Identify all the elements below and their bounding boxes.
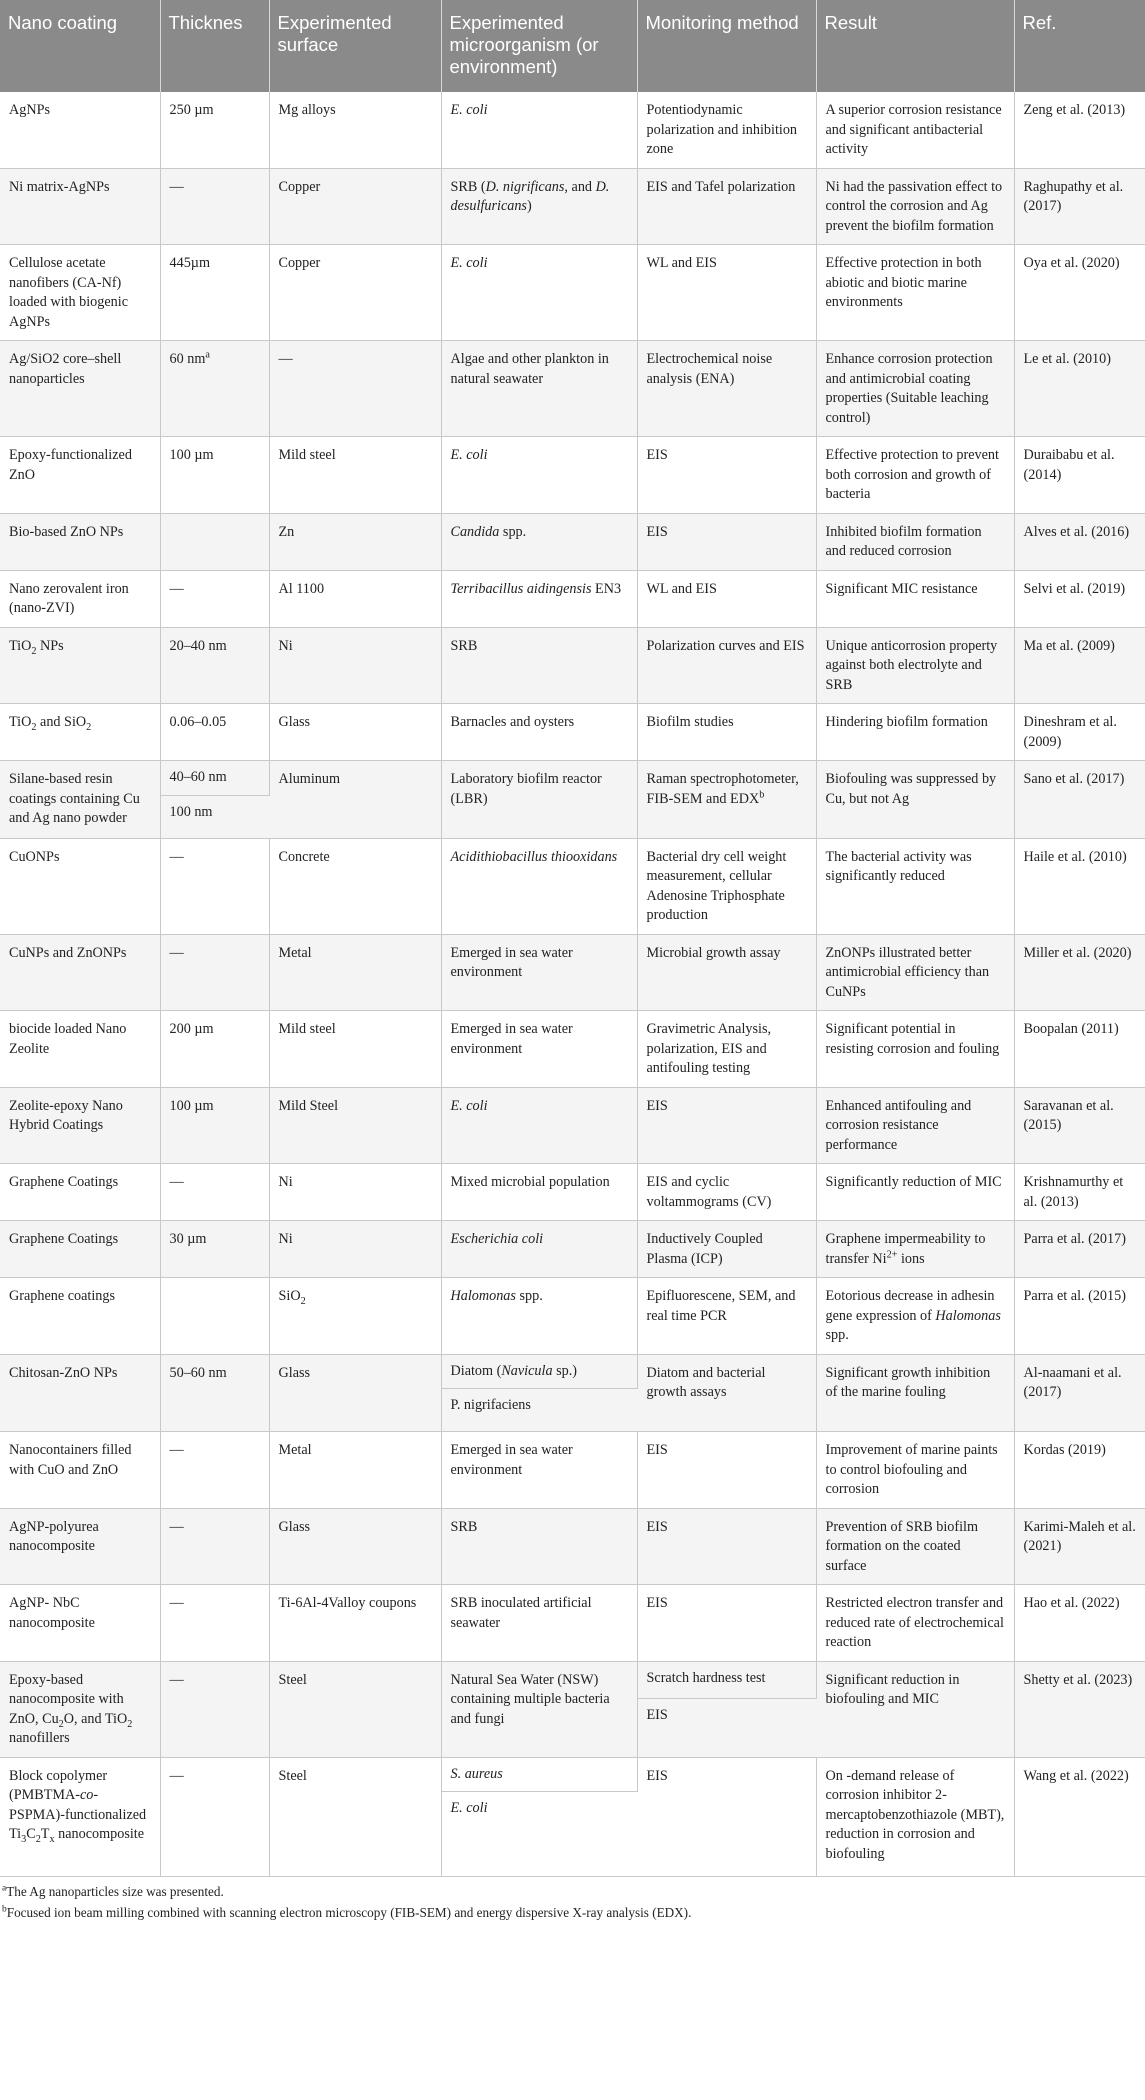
cell-thickness: 100 µm (160, 1087, 269, 1164)
cell-ref: Alves et al. (2016) (1014, 513, 1145, 570)
cell-monitoring: Biofilm studies (637, 704, 816, 761)
table-row (0, 761, 1145, 796)
species-name: Escherichia coli (450, 1231, 544, 1247)
cell-surface: Metal (269, 934, 441, 1011)
cell-microorganism: Emerged in sea water environment (441, 1011, 637, 1088)
text-part: EN3 (591, 580, 622, 597)
cell-ref: Krishnamurthy et al. (2013) (1014, 1164, 1145, 1221)
cell-surface: Glass (269, 1508, 441, 1585)
text-part: nanocomposite (54, 1826, 145, 1842)
cell-monitoring: EIS (637, 1585, 816, 1662)
cell-thickness: — (160, 570, 269, 627)
text-part: T (40, 1826, 50, 1842)
cell-surface: Glass (269, 704, 441, 761)
table-row (0, 437, 1145, 514)
species-name: Candida (450, 523, 500, 540)
cell-surface: Ni (269, 627, 441, 704)
cell-thickness (160, 341, 269, 437)
cell-result: Significant potential in resisting corrosion and fouling (816, 1011, 1014, 1088)
cell-result: Enhance corrosion protection and antimicrobial coating properties (Suitable leaching control) (816, 341, 1014, 437)
cell-monitoring: WL and EIS (637, 570, 816, 627)
footnote-b (2, 1904, 1145, 1922)
cell-surface: Zn (269, 513, 441, 570)
table-row (0, 1164, 1145, 1221)
cell-monitoring: EIS and Tafel polarization (637, 168, 816, 245)
cell-microorganism (441, 838, 637, 934)
italic-text: co (79, 1787, 94, 1803)
table-row (0, 704, 1145, 761)
cell-microorganism (441, 570, 637, 627)
table-row (0, 1354, 1145, 1389)
cell-coating: biocide loaded Nano Zeolite (0, 1011, 160, 1088)
cell-surface: — (269, 341, 441, 437)
cell-thickness: — (160, 1585, 269, 1662)
species-name: Acidithiobacillus thiooxidans (450, 848, 618, 865)
cell-thickness: 250 µm (160, 92, 269, 168)
cell-coating (0, 627, 160, 704)
cell-result: Enhanced antifouling and corrosion resistance performance (816, 1087, 1014, 1164)
cell-result: Hindering biofilm formation (816, 704, 1014, 761)
header-thickness: Thicknes (160, 0, 269, 92)
text-part: Graphene impermeability to transfer Ni (825, 1231, 986, 1267)
subscript: 2 (58, 1718, 64, 1730)
cell-microorganism (441, 513, 637, 570)
cell-monitoring: EIS (637, 1087, 816, 1164)
cell-monitoring: Epifluorescene, SEM, and real time PCR (637, 1278, 816, 1355)
cell-surface: Mild steel (269, 1011, 441, 1088)
cell-thickness: 40–60 nm (160, 761, 269, 796)
footnote-mark: a (2, 1883, 7, 1894)
cell-surface: Copper (269, 168, 441, 245)
table-row (0, 92, 1145, 168)
cell-coating: Epoxy-functionalized ZnO (0, 437, 160, 514)
species-name: D. desulfuricans (450, 178, 610, 214)
subscript: 2 (300, 1295, 306, 1307)
cell-ref: Wang et al. (2022) (1014, 1757, 1145, 1877)
text-part: , and (564, 178, 596, 195)
header-ref: Ref. (1014, 0, 1145, 92)
cell-monitoring (637, 761, 816, 839)
footnote-mark: b (2, 1904, 7, 1915)
table-row (0, 1757, 1145, 1792)
header-result: Result (816, 0, 1014, 92)
table-row (0, 341, 1145, 437)
cell-monitoring: WL and EIS (637, 245, 816, 341)
text-part: TiO (9, 637, 32, 654)
text-part: Raman spectrophotometer, FIB-SEM and EDX (646, 771, 799, 807)
cell-microorganism (441, 168, 637, 245)
cell-ref: Miller et al. (2020) (1014, 934, 1145, 1011)
cell-microorganism: SRB (441, 627, 637, 704)
cell-thickness: — (160, 168, 269, 245)
species-name: E. coli (450, 102, 488, 118)
cell-result: ZnONPs illustrated better antimicrobial efficiency than CuNPs (816, 934, 1014, 1011)
cell-ref: Sano et al. (2017) (1014, 761, 1145, 839)
text-part: NPs (36, 637, 64, 654)
cell-coating: Ni matrix-AgNPs (0, 168, 160, 245)
cell-thickness: — (160, 1508, 269, 1585)
text-part: nanofillers (9, 1730, 70, 1746)
text-part: O, and TiO (63, 1710, 128, 1727)
table-row (0, 245, 1145, 341)
table-row (0, 168, 1145, 245)
cell-thickness: — (160, 1164, 269, 1221)
text-part: sp.) (552, 1362, 577, 1379)
cell-ref: Zeng et al. (2013) (1014, 92, 1145, 168)
text-part: TiO (9, 714, 32, 730)
cell-result: Ni had the passivation effect to control the corrosion and Ag prevent the biofilm formation (816, 168, 1014, 245)
cell-surface: Ti-6Al-4Valloy coupons (269, 1585, 441, 1662)
table-header-row (0, 0, 1145, 92)
cell-ref: Parra et al. (2015) (1014, 1278, 1145, 1355)
cell-result: Improvement of marine paints to control biofouling and corrosion (816, 1432, 1014, 1509)
text-part: spp. (825, 1327, 849, 1343)
table-row (0, 570, 1145, 627)
cell-result: Significant growth inhibition of the marine fouling (816, 1354, 1014, 1432)
text-part: Block copolymer (PMBTMA- (9, 1767, 108, 1803)
table-row (0, 627, 1145, 704)
subscript: 2 (86, 721, 92, 733)
cell-microorganism (441, 1792, 637, 1877)
cell-result: Effective protection to prevent both corrosion and growth of bacteria (816, 437, 1014, 514)
cell-result: Biofouling was suppressed by Cu, but not Ag (816, 761, 1014, 839)
text-part: spp. (499, 523, 527, 540)
cell-thickness: 20–40 nm (160, 627, 269, 704)
cell-monitoring: Bacterial dry cell weight measurement, cellular Adenosine Triphosphate production (637, 838, 816, 934)
species-name: Halomonas (935, 1307, 1001, 1324)
subscript: 2 (31, 721, 37, 733)
superscript: 2+ (886, 1248, 898, 1260)
cell-monitoring: Diatom and bacterial growth assays (637, 1354, 816, 1432)
species-name: Terribacillus aidingensis (450, 580, 592, 597)
table-row (0, 838, 1145, 934)
table-footnotes (0, 1877, 1145, 1922)
cell-coating: Bio-based ZnO NPs (0, 513, 160, 570)
cell-result: The bacterial activity was significantly reduced (816, 838, 1014, 934)
cell-thickness (160, 513, 269, 570)
cell-ref: Haile et al. (2010) (1014, 838, 1145, 934)
cell-microorganism: SRB (441, 1508, 637, 1585)
footnote-mark: b (759, 788, 765, 800)
cell-ref: Le et al. (2010) (1014, 341, 1145, 437)
subscript: x (49, 1833, 55, 1845)
footnote-a (2, 1883, 1145, 1901)
cell-result: Significant MIC resistance (816, 570, 1014, 627)
text-part: SRB ( (450, 178, 486, 195)
cell-surface: Mg alloys (269, 92, 441, 168)
cell-ref: Selvi et al. (2019) (1014, 570, 1145, 627)
table-row (0, 934, 1145, 1011)
cell-thickness: — (160, 1661, 269, 1757)
cell-microorganism: P. nigrifaciens (441, 1389, 637, 1432)
cell-ref: Parra et al. (2017) (1014, 1221, 1145, 1278)
subscript: 3 (21, 1833, 27, 1845)
cell-coating: Graphene Coatings (0, 1164, 160, 1221)
subscript: 2 (35, 1833, 41, 1845)
cell-surface: Glass (269, 1354, 441, 1432)
table-row (0, 1011, 1145, 1088)
cell-monitoring: EIS (637, 437, 816, 514)
cell-thickness: 445µm (160, 245, 269, 341)
cell-thickness: — (160, 1432, 269, 1509)
cell-monitoring: Electrochemical noise analysis (ENA) (637, 341, 816, 437)
cell-ref: Shetty et al. (2023) (1014, 1661, 1145, 1757)
cell-thickness: — (160, 1757, 269, 1877)
cell-result: Inhibited biofilm formation and reduced corrosion (816, 513, 1014, 570)
cell-monitoring: Potentiodynamic polarization and inhibition zone (637, 92, 816, 168)
cell-coating: Zeolite-epoxy Nano Hybrid Coatings (0, 1087, 160, 1164)
text-part: spp. (515, 1288, 543, 1304)
cell-ref: Boopalan (2011) (1014, 1011, 1145, 1088)
footnote-mark: a (205, 349, 210, 361)
cell-coating: Nanocontainers filled with CuO and ZnO (0, 1432, 160, 1509)
cell-surface: Mild Steel (269, 1087, 441, 1164)
species-name: E. coli (450, 255, 488, 271)
cell-monitoring: EIS (637, 513, 816, 570)
table-row (0, 1278, 1145, 1355)
cell-monitoring: EIS and cyclic voltammograms (CV) (637, 1164, 816, 1221)
cell-surface: Ni (269, 1164, 441, 1221)
species-name: Halomonas (450, 1288, 516, 1304)
cell-monitoring: EIS (637, 1757, 816, 1877)
cell-microorganism: Barnacles and oysters (441, 704, 637, 761)
cell-ref: Oya et al. (2020) (1014, 245, 1145, 341)
cell-thickness: 30 µm (160, 1221, 269, 1278)
cell-monitoring: EIS (637, 1698, 816, 1757)
cell-microorganism: Laboratory biofilm reactor (LBR) (441, 761, 637, 839)
cell-thickness: 50–60 nm (160, 1354, 269, 1432)
cell-ref: Ma et al. (2009) (1014, 627, 1145, 704)
footnote-text: Focused ion beam milling combined with scanning electron microscopy (FIB-SEM) and energy dispersive X-ray analysis (EDX). (6, 1905, 692, 1920)
header-surface: Experimented surface (269, 0, 441, 92)
cell-monitoring: EIS (637, 1508, 816, 1585)
cell-result: Unique anticorrosion property against both electrolyte and SRB (816, 627, 1014, 704)
text-part: C (26, 1826, 36, 1842)
cell-monitoring: Inductively Coupled Plasma (ICP) (637, 1221, 816, 1278)
cell-thickness: 100 µm (160, 437, 269, 514)
cell-microorganism (441, 245, 637, 341)
cell-thickness (160, 1278, 269, 1355)
cell-ref: Dineshram et al. (2009) (1014, 704, 1145, 761)
cell-coating (0, 1757, 160, 1877)
cell-surface: Ni (269, 1221, 441, 1278)
cell-surface: Concrete (269, 838, 441, 934)
cell-surface (269, 1278, 441, 1355)
cell-surface: Steel (269, 1661, 441, 1757)
cell-result (816, 1278, 1014, 1355)
text-part: and SiO (36, 714, 87, 730)
cell-monitoring: Microbial growth assay (637, 934, 816, 1011)
text-part: Epoxy-based nanocomposite with ZnO, Cu (9, 1671, 124, 1727)
cell-monitoring: Polarization curves and EIS (637, 627, 816, 704)
cell-coating: AgNPs (0, 92, 160, 168)
cell-microorganism: SRB inoculated artificial seawater (441, 1585, 637, 1662)
cell-result: Effective protection in both abiotic and biotic marine environments (816, 245, 1014, 341)
cell-surface: Copper (269, 245, 441, 341)
cell-thickness: — (160, 838, 269, 934)
species-name: E. coli (450, 1800, 488, 1816)
species-name: E. coli (450, 447, 488, 463)
cell-microorganism: Emerged in sea water environment (441, 934, 637, 1011)
cell-coating (0, 1661, 160, 1757)
header-monitoring: Monitoring method (637, 0, 816, 92)
text-part: 60 nm (169, 351, 206, 367)
cell-microorganism (441, 1354, 637, 1389)
cell-coating: Silane-based resin coatings containing Cu and Ag nano powder (0, 761, 160, 839)
cell-thickness: — (160, 934, 269, 1011)
species-name: S. aureus (450, 1765, 503, 1782)
cell-microorganism: Mixed microbial population (441, 1164, 637, 1221)
cell-ref: Duraibabu et al. (2014) (1014, 437, 1145, 514)
cell-microorganism: Natural Sea Water (NSW) containing multiple bacteria and fungi (441, 1661, 637, 1757)
cell-result (816, 1221, 1014, 1278)
cell-surface: Mild steel (269, 437, 441, 514)
cell-ref: Hao et al. (2022) (1014, 1585, 1145, 1662)
cell-coating: Graphene coatings (0, 1278, 160, 1355)
cell-microorganism (441, 1278, 637, 1355)
cell-coating: Nano zerovalent iron (nano-ZVI) (0, 570, 160, 627)
cell-coating: CuNPs and ZnONPs (0, 934, 160, 1011)
cell-microorganism (441, 92, 637, 168)
cell-thickness: 100 nm (160, 795, 269, 838)
cell-monitoring: EIS (637, 1432, 816, 1509)
cell-ref: Saravanan et al. (2015) (1014, 1087, 1145, 1164)
text-part: SiO (278, 1288, 301, 1304)
cell-result: Prevention of SRB biofilm formation on the coated surface (816, 1508, 1014, 1585)
cell-coating: CuONPs (0, 838, 160, 934)
cell-result: Significant reduction in biofouling and MIC (816, 1661, 1014, 1757)
cell-coating: AgNP-polyurea nanocomposite (0, 1508, 160, 1585)
cell-coating: Ag/SiO2 core–shell nanoparticles (0, 341, 160, 437)
cell-surface: Metal (269, 1432, 441, 1509)
cell-result: A superior corrosion resistance and significant antibacterial activity (816, 92, 1014, 168)
table-row (0, 1661, 1145, 1698)
subscript: 2 (127, 1718, 133, 1730)
table-row (0, 1585, 1145, 1662)
cell-monitoring: Gravimetric Analysis, polarization, EIS and antifouling testing (637, 1011, 816, 1088)
footnote-text: The Ag nanoparticles size was presented. (6, 1884, 224, 1899)
cell-coating: Cellulose acetate nanofibers (CA-Nf) loaded with biogenic AgNPs (0, 245, 160, 341)
text-part: ) (526, 198, 532, 214)
table-row (0, 513, 1145, 570)
header-coating: Nano coating (0, 0, 160, 92)
text-part: Diatom ( (450, 1362, 502, 1379)
table-row (0, 1221, 1145, 1278)
text-part: Eotorious decrease in adhesin gene expression of (825, 1288, 995, 1324)
cell-result: Restricted electron transfer and reduced rate of electrochemical reaction (816, 1585, 1014, 1662)
cell-monitoring: Scratch hardness test (637, 1661, 816, 1698)
cell-thickness: 0.06–0.05 (160, 704, 269, 761)
table-row (0, 1087, 1145, 1164)
cell-microorganism (441, 1087, 637, 1164)
text-part: -PSPMA)-functionalized Ti (9, 1787, 147, 1842)
species-name: E. coli (450, 1097, 488, 1114)
subscript: 2 (31, 645, 37, 657)
cell-surface: Aluminum (269, 761, 441, 839)
cell-result: Significantly reduction of MIC (816, 1164, 1014, 1221)
cell-microorganism (441, 1221, 637, 1278)
cell-microorganism: Algae and other plankton in natural seawater (441, 341, 637, 437)
header-microorganism: Experimented microorganism (or environment) (441, 0, 637, 92)
text-part: ions (897, 1250, 925, 1267)
cell-ref: Karimi-Maleh et al. (2021) (1014, 1508, 1145, 1585)
cell-ref: Al-naamani et al. (2017) (1014, 1354, 1145, 1432)
cell-microorganism: Emerged in sea water environment (441, 1432, 637, 1509)
table-row (0, 1508, 1145, 1585)
cell-ref: Kordas (2019) (1014, 1432, 1145, 1509)
species-name: Navicula (501, 1362, 553, 1379)
cell-result: On -demand release of corrosion inhibitor 2-mercaptobenzothiazole (MBT), reduction in corrosion and biofouling (816, 1757, 1014, 1877)
cell-surface: Steel (269, 1757, 441, 1877)
table-row (0, 1432, 1145, 1509)
cell-thickness: 200 µm (160, 1011, 269, 1088)
cell-microorganism (441, 1757, 637, 1792)
cell-microorganism (441, 437, 637, 514)
cell-coating (0, 704, 160, 761)
cell-surface: Al 1100 (269, 570, 441, 627)
cell-coating: AgNP- NbC nanocomposite (0, 1585, 160, 1662)
species-name: D. nigrificans (485, 178, 565, 195)
cell-coating: Chitosan-ZnO NPs (0, 1354, 160, 1432)
cell-ref: Raghupathy et al. (2017) (1014, 168, 1145, 245)
cell-coating: Graphene Coatings (0, 1221, 160, 1278)
